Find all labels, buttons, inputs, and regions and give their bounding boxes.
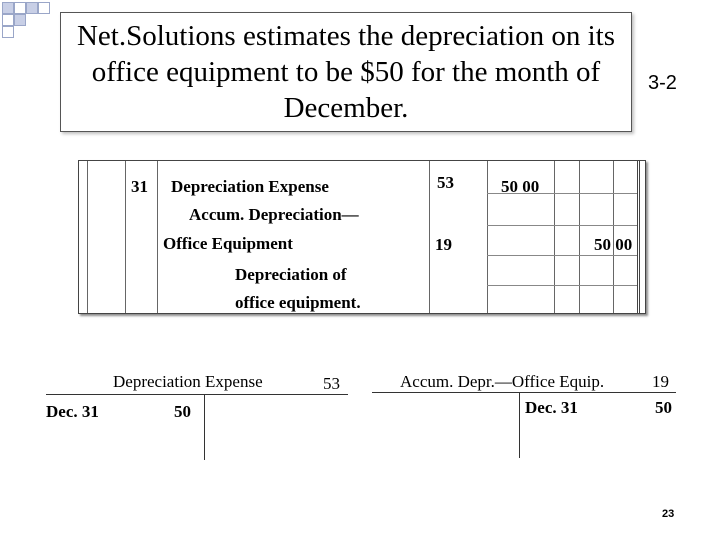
t-account-right-title: Accum. Depr.—Office Equip.: [400, 372, 605, 391]
t-account-left-debit-date: Dec. 31: [46, 402, 99, 421]
journal-credit-ref: 19: [435, 235, 452, 254]
slide-title: Net.Solutions estimates the depreciation on its office equipment to be $50 for the month of December.: [76, 20, 615, 124]
journal-rule: [579, 161, 580, 313]
t-account-left-title: Depreciation Expense: [113, 372, 263, 391]
journal-rule: [157, 161, 158, 313]
slide-code: 3-2: [648, 72, 677, 94]
journal-credit-account-line2: Office Equipment: [163, 234, 293, 253]
journal-rule: [87, 161, 88, 313]
journal-explanation-line1: Depreciation of: [235, 265, 347, 284]
t-account-right-credit-amount: 50: [655, 398, 672, 417]
journal-rule: [554, 161, 555, 313]
journal-explanation-line2: office equipment.: [235, 293, 361, 312]
t-account-left-divider: [204, 394, 205, 460]
journal-row-rule: [487, 255, 637, 256]
slide-title-box: [60, 12, 632, 132]
journal-credit-amount: 50 00: [594, 235, 633, 254]
t-account-left-debit-amount: 50: [174, 402, 191, 421]
journal-rule: [487, 161, 488, 313]
corner-decoration: [0, 0, 60, 48]
t-account-left-top-line: [46, 394, 348, 395]
t-account-right-number: 19: [652, 372, 669, 391]
journal-rule: [125, 161, 126, 313]
journal-row-rule: [487, 225, 637, 226]
page-number: 23: [662, 508, 675, 520]
journal-debit-ref: 53: [437, 173, 454, 192]
journal-table: [78, 160, 646, 314]
journal-row-rule: [487, 285, 637, 286]
t-account-right-divider: [519, 392, 520, 458]
journal-credit-account-line1: Accum. Depreciation—: [189, 205, 359, 224]
journal-debit-account: Depreciation Expense: [171, 177, 329, 196]
journal-debit-amount: 50 00: [501, 177, 540, 196]
t-account-right-top-line: [372, 392, 676, 393]
journal-rule: [637, 161, 640, 313]
journal-day: 31: [131, 177, 148, 196]
t-account-right-credit-date: Dec. 31: [525, 398, 578, 417]
journal-rule: [429, 161, 430, 313]
t-account-left-number: 53: [323, 374, 340, 393]
